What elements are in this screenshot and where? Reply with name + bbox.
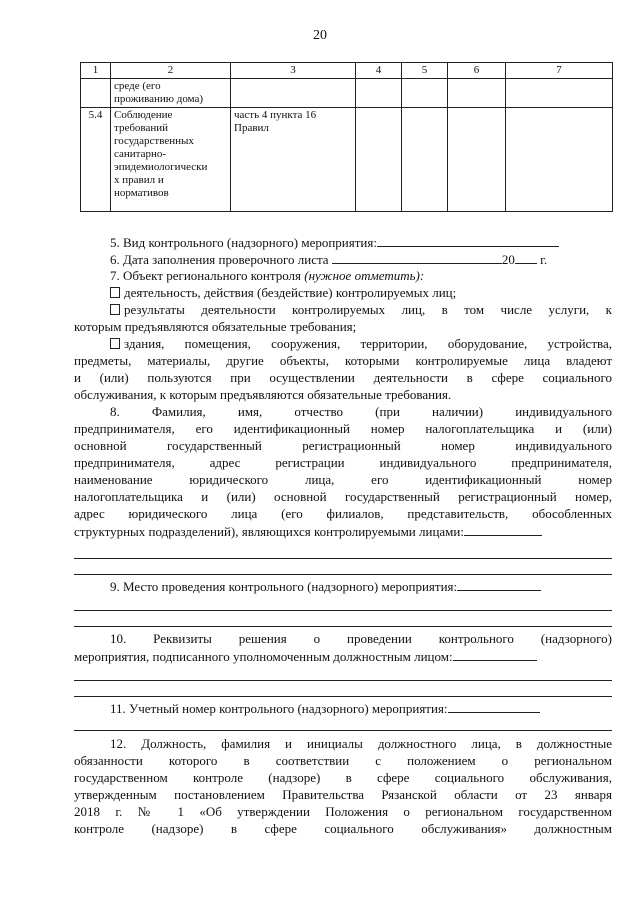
item-11: 11. Учетный номер контрольного (надзорного) мероприятия: (74, 700, 612, 717)
item-9-field[interactable] (457, 578, 541, 591)
header-cell: 7 (506, 63, 613, 79)
row-number: 5.4 (81, 108, 111, 212)
text-line: утвержденным постановлением Правительства Рязанской области от 23 января (74, 787, 612, 802)
answer-cell-na[interactable] (448, 108, 506, 212)
fill-line[interactable] (74, 574, 612, 575)
text-line: и (или) пользуются при осуществлении деятельности в сфере социального (74, 370, 612, 385)
table-row (81, 79, 613, 108)
text-line: предметы, материалы, другие объекты, которыми контролируемые лица владеют (74, 353, 612, 368)
header-cell: 4 (356, 63, 402, 79)
legal-reference-cell: часть 4 пункта 16 Правил (231, 108, 356, 212)
fill-line[interactable] (74, 730, 612, 731)
item-8-last-line: структурных подразделений), являющихся контролируемыми лицами: (74, 523, 612, 540)
requirement-cell: Соблюдение требований государственных санитарно- эпидемиологически х правил и нормативов (111, 108, 231, 212)
checkbox[interactable] (110, 338, 120, 349)
answer-cell-no[interactable] (402, 108, 448, 212)
item-12: 12. Должность, фамилия и инициалы должностного лица, в должностные (110, 736, 612, 751)
text-line: предпринимателя, адрес регистрации индивидуального предпринимателя, (74, 455, 612, 470)
year-field[interactable] (515, 251, 537, 264)
header-cell: 3 (231, 63, 356, 79)
fill-line[interactable] (74, 558, 612, 559)
text-line: которым предъявляются обязательные требования; (74, 319, 357, 334)
item-10-line-2: мероприятия, подписанного уполномоченным должностным лицом: (74, 648, 612, 665)
header-cell: 5 (402, 63, 448, 79)
item-7: 7. Объект регионального контроля (нужное отметить): (110, 268, 425, 283)
item-8-field[interactable] (464, 523, 542, 536)
item-8: 8. Фамилия, имя, отчество (при наличии) индивидуального (110, 404, 612, 419)
option-activity[interactable]: деятельность, действия (бездействие) контролируемых лиц; (74, 285, 612, 301)
checklist-table (80, 62, 613, 212)
item-9: 9. Место проведения контрольного (надзорного) мероприятия: (74, 578, 612, 595)
checkbox[interactable] (110, 287, 120, 298)
item-6: 6. Дата заполнения проверочного листа 20 г. (110, 252, 548, 267)
text-line: основной государственный регистрационный номер индивидуального (74, 438, 612, 453)
text-line: 2018 г. № 1 «Об утверждении Положения о региональном государственном (74, 804, 612, 819)
answer-cell-yes[interactable] (356, 108, 402, 212)
text-line: обязанности которого в соответствии с положением о региональном (74, 753, 612, 768)
item-10: 10. Реквизиты решения о проведении контрольного (надзорного) (110, 631, 612, 646)
item-11-field[interactable] (448, 700, 540, 713)
text-line: предпринимателя, его идентификационный номер налогоплательщика и (или) (74, 421, 612, 436)
item-5-field[interactable] (377, 234, 559, 247)
text-line: государственном контроле (надзоре) в сфере социального обслуживания, (74, 770, 612, 785)
fill-line[interactable] (74, 680, 612, 681)
text-line: адрес юридического лица (его филиалов, представительств, обособленных (74, 506, 612, 521)
text-line: обслуживания, к которым предъявляются обязательные требования. (74, 387, 452, 402)
header-cell: 1 (81, 63, 111, 79)
date-field[interactable] (332, 251, 502, 264)
table-row (81, 108, 613, 212)
checkbox[interactable] (110, 304, 120, 315)
table-header-row (81, 63, 613, 79)
item-10-field[interactable] (453, 648, 537, 661)
option-objects[interactable]: здания, помещения, сооружения, территории, оборудование, устройства, (74, 336, 612, 352)
header-cell: 2 (111, 63, 231, 79)
page-number: 20 (313, 28, 327, 43)
option-results[interactable]: результаты деятельности контролируемых лиц, в том числе услуги, к (74, 302, 612, 318)
fill-line[interactable] (74, 610, 612, 611)
fill-line[interactable] (74, 626, 612, 627)
fill-line[interactable] (74, 696, 612, 697)
text-line: наименование юридического лица, его идентификационный номер (74, 472, 612, 487)
text-line: налогоплательщика и (или) основной государственный регистрационный номер, (74, 489, 612, 504)
header-cell: 6 (448, 63, 506, 79)
text-line: контроле (надзоре) в сфере социального обслуживания» должностным (74, 821, 612, 836)
item-5: 5. Вид контрольного (надзорного) мероприятия: (74, 234, 612, 251)
note-cell[interactable] (506, 108, 613, 212)
requirement-cell: среде (его проживанию дома) (111, 79, 231, 108)
